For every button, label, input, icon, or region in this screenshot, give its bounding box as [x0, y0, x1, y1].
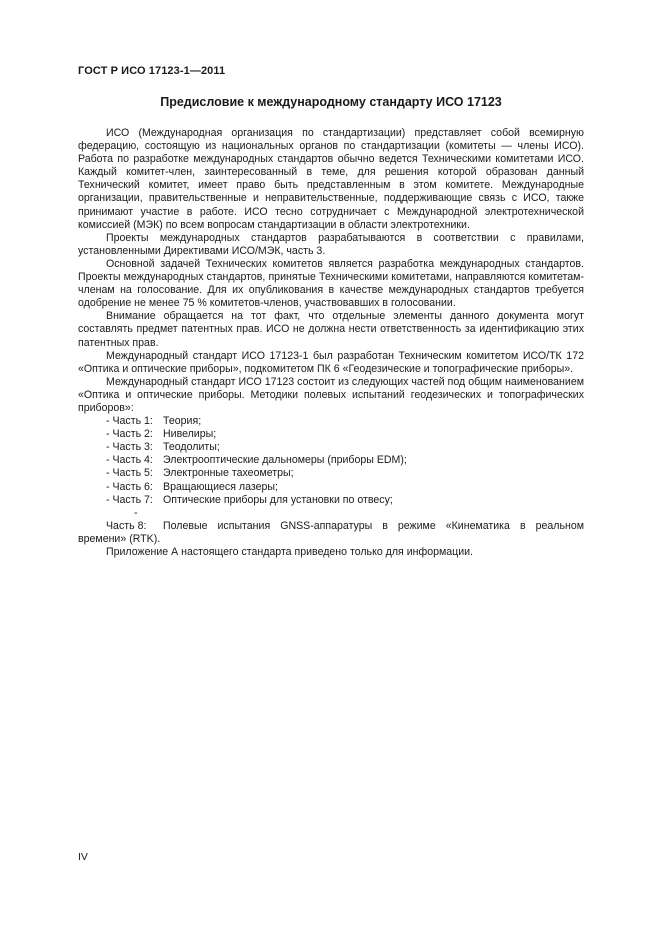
foreword-title: Предисловие к международному стандарту ИСО 17123	[160, 95, 502, 109]
part-label: - Часть 1:	[106, 415, 153, 428]
parts-list	[78, 415, 584, 546]
part-title: Электронные тахеометры;	[163, 467, 294, 480]
list-item	[78, 481, 584, 494]
part-label: - Часть 6:	[106, 480, 153, 493]
document-code-header: ГОСТ Р ИСО 17123-1—2011	[78, 65, 226, 77]
paragraph: ИСО (Международная организация по стандартизации) представляет собой всемирную федерацию, состоящую из национальных органов по стандартизации (комитеты — члены ИСО). Работа по разработке международных стандартов обычно ведется Техническими комитетами ИСО. Каждый комитет-член, заинтересованный в теме, для решения которой образован данный Технический комитет, имеет право быть представленным в этом комитете. Международные организации, правительственные и неправительственные, поддерживающие связь с ИСО, также принимают участие в работе. ИСО тесно сотрудничает с Международной электротехнической комиссией (МЭК) по всем вопросам стандартизации в области электротехники.	[78, 127, 584, 231]
part-label: - Часть 7:	[106, 493, 153, 506]
part-label: - Часть 8:	[106, 506, 147, 532]
part-title: Теодолиты;	[163, 441, 220, 454]
list-item	[78, 415, 584, 428]
part-label: - Часть 2:	[106, 428, 153, 441]
foreword-body	[78, 127, 584, 559]
part-title: Полевые испытания GNSS-аппаратуры в режиме «Кинематика в реальном времени» (RTK).	[78, 519, 584, 545]
list-item	[78, 454, 584, 467]
list-item	[78, 441, 584, 454]
part-label: - Часть 4:	[106, 454, 153, 467]
paragraph: Международный стандарт ИСО 17123-1 был разработан Техническим комитетом ИСО/ТК 172 «Оптика и оптические приборы», подкомитетом ПК 6 «Геодезические и топографические приборы».	[78, 349, 584, 375]
paragraph: Внимание обращается на тот факт, что отдельные элементы данного документа могут составлять предмет патентных прав. ИСО не должна нести ответственность за идентификацию этих патентных прав.	[78, 310, 584, 349]
paragraph: Международный стандарт ИСО 17123 состоит из следующих частей под общим наименованием «Оптика и оптические приборы. Методики полевых испытаний геодезических и топографических приборов»:	[78, 375, 584, 414]
page-number: IV	[78, 851, 88, 863]
part-title: Оптические приборы для установки по отвесу;	[163, 493, 393, 506]
list-item	[78, 428, 584, 441]
part-label: - Часть 5:	[106, 467, 153, 480]
paragraph: Основной задачей Технических комитетов является разработка международных стандартов. Проекты международных стандартов, принятые Техническими комитетами, направляются комитетам-членам на голосование. Для их опубликования в качестве международных стандартов требуется одобрение не менее 75 % комитетов-членов, участвовавших в голосовании.	[78, 257, 584, 310]
list-item	[78, 494, 584, 507]
part-title: Нивелиры;	[163, 428, 217, 441]
paragraph: Проекты международных стандартов разрабатываются в соответствии с правилами, установленными Директивами ИСО/МЭК, часть 3.	[78, 231, 584, 257]
list-item	[78, 507, 584, 546]
part-title: Вращающиеся лазеры;	[163, 480, 278, 493]
part-title: Теория;	[163, 415, 202, 428]
list-item	[78, 467, 584, 480]
part-title: Электрооптические дальномеры (приборы EDM);	[163, 454, 407, 467]
closing-note: Приложение А настоящего стандарта приведено только для информации.	[106, 546, 473, 558]
part-label: - Часть 3:	[106, 441, 153, 454]
